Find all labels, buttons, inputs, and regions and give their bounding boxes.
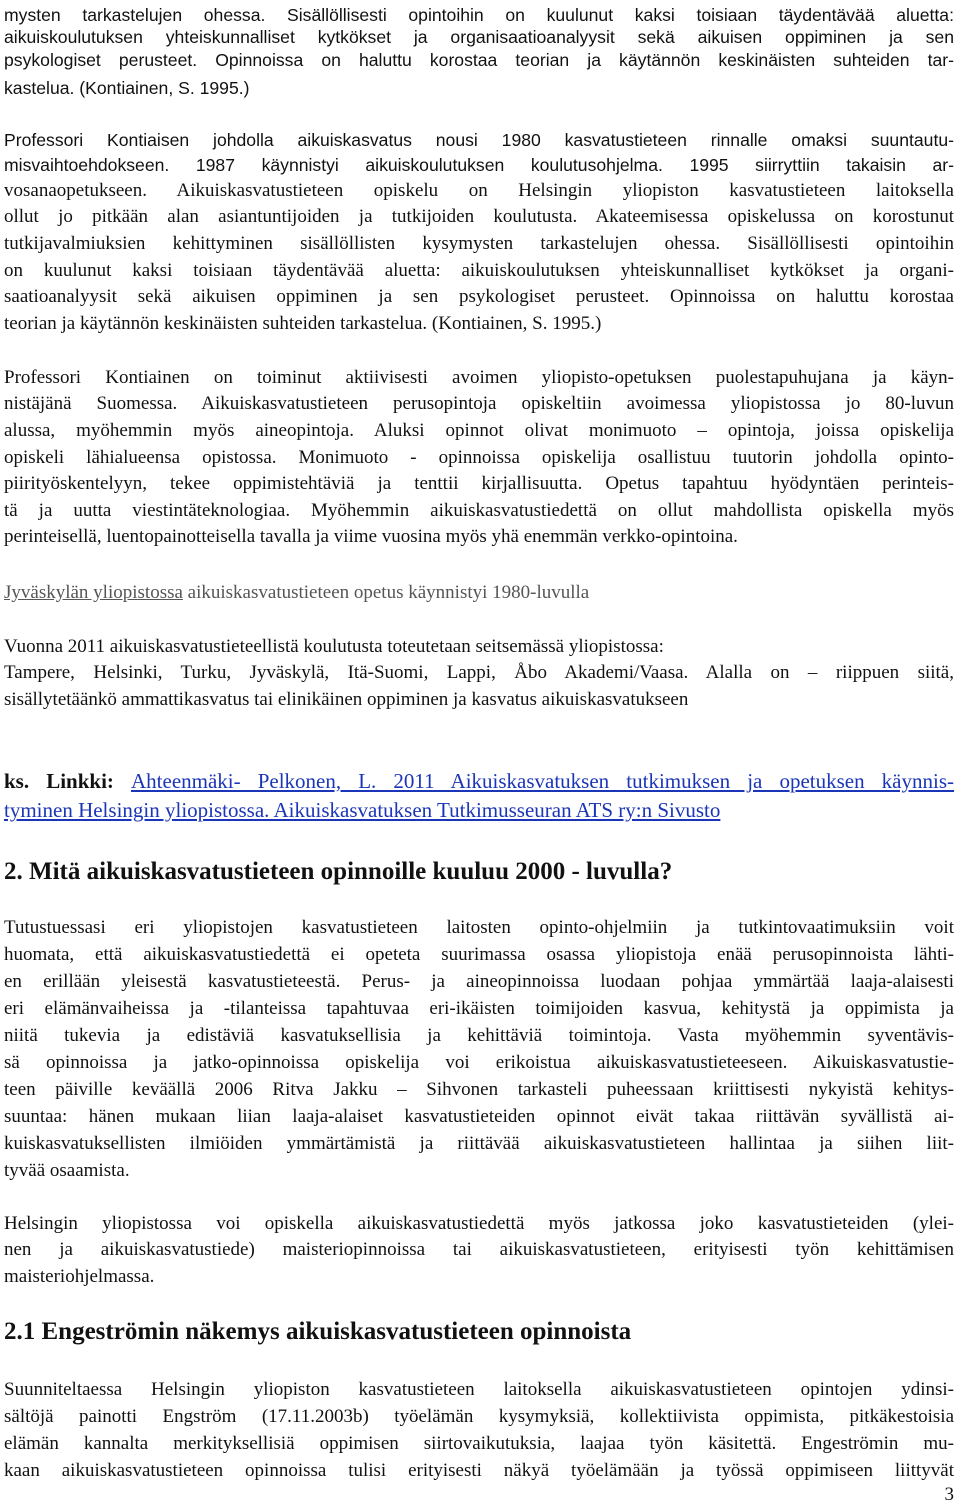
text-line: teorian ja käytännön keskinäisten suhteiden tarkastelua. (Kontiainen, S. 1995.) <box>4 313 602 334</box>
section-heading: 2. Mitä aikuiskasvatustieteen opinnoille kuuluu 2000 - luvulla? <box>4 858 673 885</box>
text-line: tä ja uutta viestintäteknologiaa. Myöhemmin aikuiskasvatustiedettä on ollut mahdollista opiskella myös <box>4 500 954 521</box>
text-line: elämän kannalta merkityksellisiä oppimisen siirtovaikutuksia, laajaa työn käsitettä. Engeströmin mu- <box>4 1433 954 1454</box>
text-line: Helsingin yliopistossa voi opiskella aikuiskasvatustiedettä myös jatkossa joko kasvatustieteiden (ylei- <box>4 1213 954 1234</box>
text-line: saatioanalyysit sekä aikuisen oppiminen ja sen psykologiset perusteet. Opinnoissa on haluttu korostaa <box>4 286 954 307</box>
ahteenmaki-link[interactable]: Ahteenmäki- Pelkonen, L. 2011 Aikuiskasvatuksen tutkimuksen ja opetuksen käynnis- <box>131 769 954 793</box>
links-prefix: ks. Linkki: <box>4 769 131 793</box>
text-line: opiskeli lähialueensa opistossa. Monimuoto - opinnoissa opiskelija osallistuu tuutorin johdolla opinto- <box>4 447 954 468</box>
jyvaskyla-rest: aikuiskasvatustieteen opetus käynnistyi 1980-luvulla <box>182 582 590 603</box>
text-line: tyvää osaamista. <box>4 1160 130 1181</box>
links-line <box>4 797 954 823</box>
jyvaskyla-line <box>4 580 954 606</box>
text-line: on kuulunut kaksi toisiaan täydentävää aluetta: aikuiskoulutuksen yhteiskunnalliset kytkökset ja organi- <box>4 260 954 281</box>
text-line: kaan aikuiskasvatustieteen opinnoissa tulisi erityisesti näkyä työelämään ja työssä oppimiseen liittyvät <box>4 1460 954 1481</box>
text-line: vosanaopetukseen. Aikuiskasvatustieteen opiskelu on Helsingin yliopiston kasvatustieteen laitoksella <box>4 180 954 201</box>
text-line: perinteisellä, luentopainotteisella tavalla ja viime vuosina myös yhä enemmän verkko-opintoina. <box>4 526 738 547</box>
text-line: ollut jo pitkään alan asiantuntijoiden ja tutkijoiden koulutusta. Akateemisessa opiskelussa on korostunut <box>4 206 954 227</box>
text-line: Tampere, Helsinki, Turku, Jyväskylä, Itä-Suomi, Lappi, Åbo Akademi/Vaasa. Alalla on – riippuen siitä, <box>4 662 954 683</box>
text-line: piirityöskentelyyn, tekee oppimistehtäviä ja tenttii kirjallisuutta. Opetus tapahtuu hyödyntäen perinteis- <box>4 473 954 494</box>
page-number: 3 <box>944 1484 954 1505</box>
text-line: Tutustuessasi eri yliopistojen kasvatustieteen laitosten opinto-ohjelmiin ja tutkintovaatimuksiin voit <box>4 917 954 938</box>
text-line: Professori Kontiaisen johdolla aikuiskasvatus nousi 1980 kasvatustieteen rinnalle omaksi suuntautu- <box>4 130 954 150</box>
text-line: aikuiskoulutuksen yhteiskunnalliset kytkökset ja organisaatioanalyysit sekä aikuisen oppiminen ja sen <box>4 27 954 47</box>
text-line: alussa, myöhemmin myös aineopintoja. Aluksi opinnot olivat monimuoto – opintoja, joissa opiskelija <box>4 420 954 441</box>
links-line <box>4 768 954 794</box>
text-line: kuiskasvatuksellisten ilmiöiden ymmärtämistä ja riittävää aikuiskasvatustieteen hallintaa ja siihen liit- <box>4 1133 954 1154</box>
text-line: Vuonna 2011 aikuiskasvatustieteellistä koulutusta toteutetaan seitsemässä yliopistossa: <box>4 636 664 657</box>
text-line: suuntaa: hänen mukaan liian laaja-alaiset kasvatustieteiden opinnot eivät takaa riittävän syvällistä ai- <box>4 1106 954 1127</box>
text-line: sältöjä painotti Engström (17.11.2003b) työelämän kysymyksiä, kollektiivista oppimista, pitkäkestoisia <box>4 1406 954 1427</box>
text-line: nen ja aikuiskasvatustiede) maisteriopinnoissa tai aikuiskasvatustieteen, erityisesti työn kehittämisen <box>4 1239 954 1260</box>
subsection-heading: 2.1 Engeströmin näkemys aikuiskasvatustieteen opinnoista <box>4 1318 632 1345</box>
text-line: misvaihtoehdokseen. 1987 käynnistyi aikuiskoulutuksen koulutusohjelma. 1995 siirryttiin takaisin ar- <box>4 155 954 175</box>
text-line: Suunniteltaessa Helsingin yliopiston kasvatustieteen laitoksella aikuiskasvatustieteen opintojen ydinsi- <box>4 1379 954 1400</box>
text-line: en erillään yleisestä kasvatustieteestä. Perus- ja aineopinnoissa luodaan pohjaa ymmärtää laaja-alaisesti <box>4 971 954 992</box>
ats-link[interactable]: tyminen Helsingin yliopistossa. Aikuiskasvatuksen Tutkimusseuran ATS ry:n Sivusto <box>4 798 721 822</box>
text-line: Professori Kontiainen on toiminut aktiivisesti avoimen yliopisto-opetuksen puolestapuhujana ja käyn- <box>4 367 954 388</box>
text-line: psykologiset perusteet. Opinnoissa on haluttu korostaa teorian ja käytännön keskinäisten suhteiden tar- <box>4 50 954 70</box>
text-line: teen päiville keväällä 2006 Ritva Jakku – Sihvonen tarkasteli puheessaan kriittisesti nykyistä kehitys- <box>4 1079 954 1100</box>
jyvaskyla-link[interactable]: Jyväskylän yliopistossa <box>4 582 183 603</box>
text-line: sä opinnoissa ja jatko-opinnoissa opiskelija voi erikoistua aikuiskasvatustieteeseen. Aikuiskasvatustie- <box>4 1052 954 1073</box>
text-line: huomata, että aikuiskasvatustiedettä ei opeteta suurimassa osassa yliopistoja enää perusopinnoista lähti- <box>4 944 954 965</box>
text-line: kastelua. (Kontiainen, S. 1995.) <box>4 78 250 98</box>
text-line: sisällytetäänkö ammattikasvatus tai elinikäinen oppiminen ja kasvatus aikuiskasvatukseen <box>4 689 689 710</box>
text-line: eri elämänvaiheissa ja -tilanteissa tapahtuvaa eri-ikäisten toimijoiden kasvua, kehitystä ja oppimista ja <box>4 998 954 1019</box>
text-line: maisteriohjelmassa. <box>4 1266 155 1287</box>
text-line: tutkijavalmiuksien kehittyminen sisällöllisten kysymysten tarkastelujen ohessa. Sisällöllisesti opintoihin <box>4 233 954 254</box>
text-line: niitä tukevia ja edistäviä kasvatuksellisia ja kehittäviä toimintoja. Vasta myöhemmin syventävis- <box>4 1025 954 1046</box>
text-line: mysten tarkastelujen ohessa. Sisällöllisesti opintoihin on kuulunut kaksi toisiaan täydentävää aluetta: <box>4 5 954 25</box>
text-line: nistäjänä Suomessa. Aikuiskasvatustieteen perusopintoja opiskeltiin avoimessa yliopistossa jo 80-luvun <box>4 393 954 414</box>
